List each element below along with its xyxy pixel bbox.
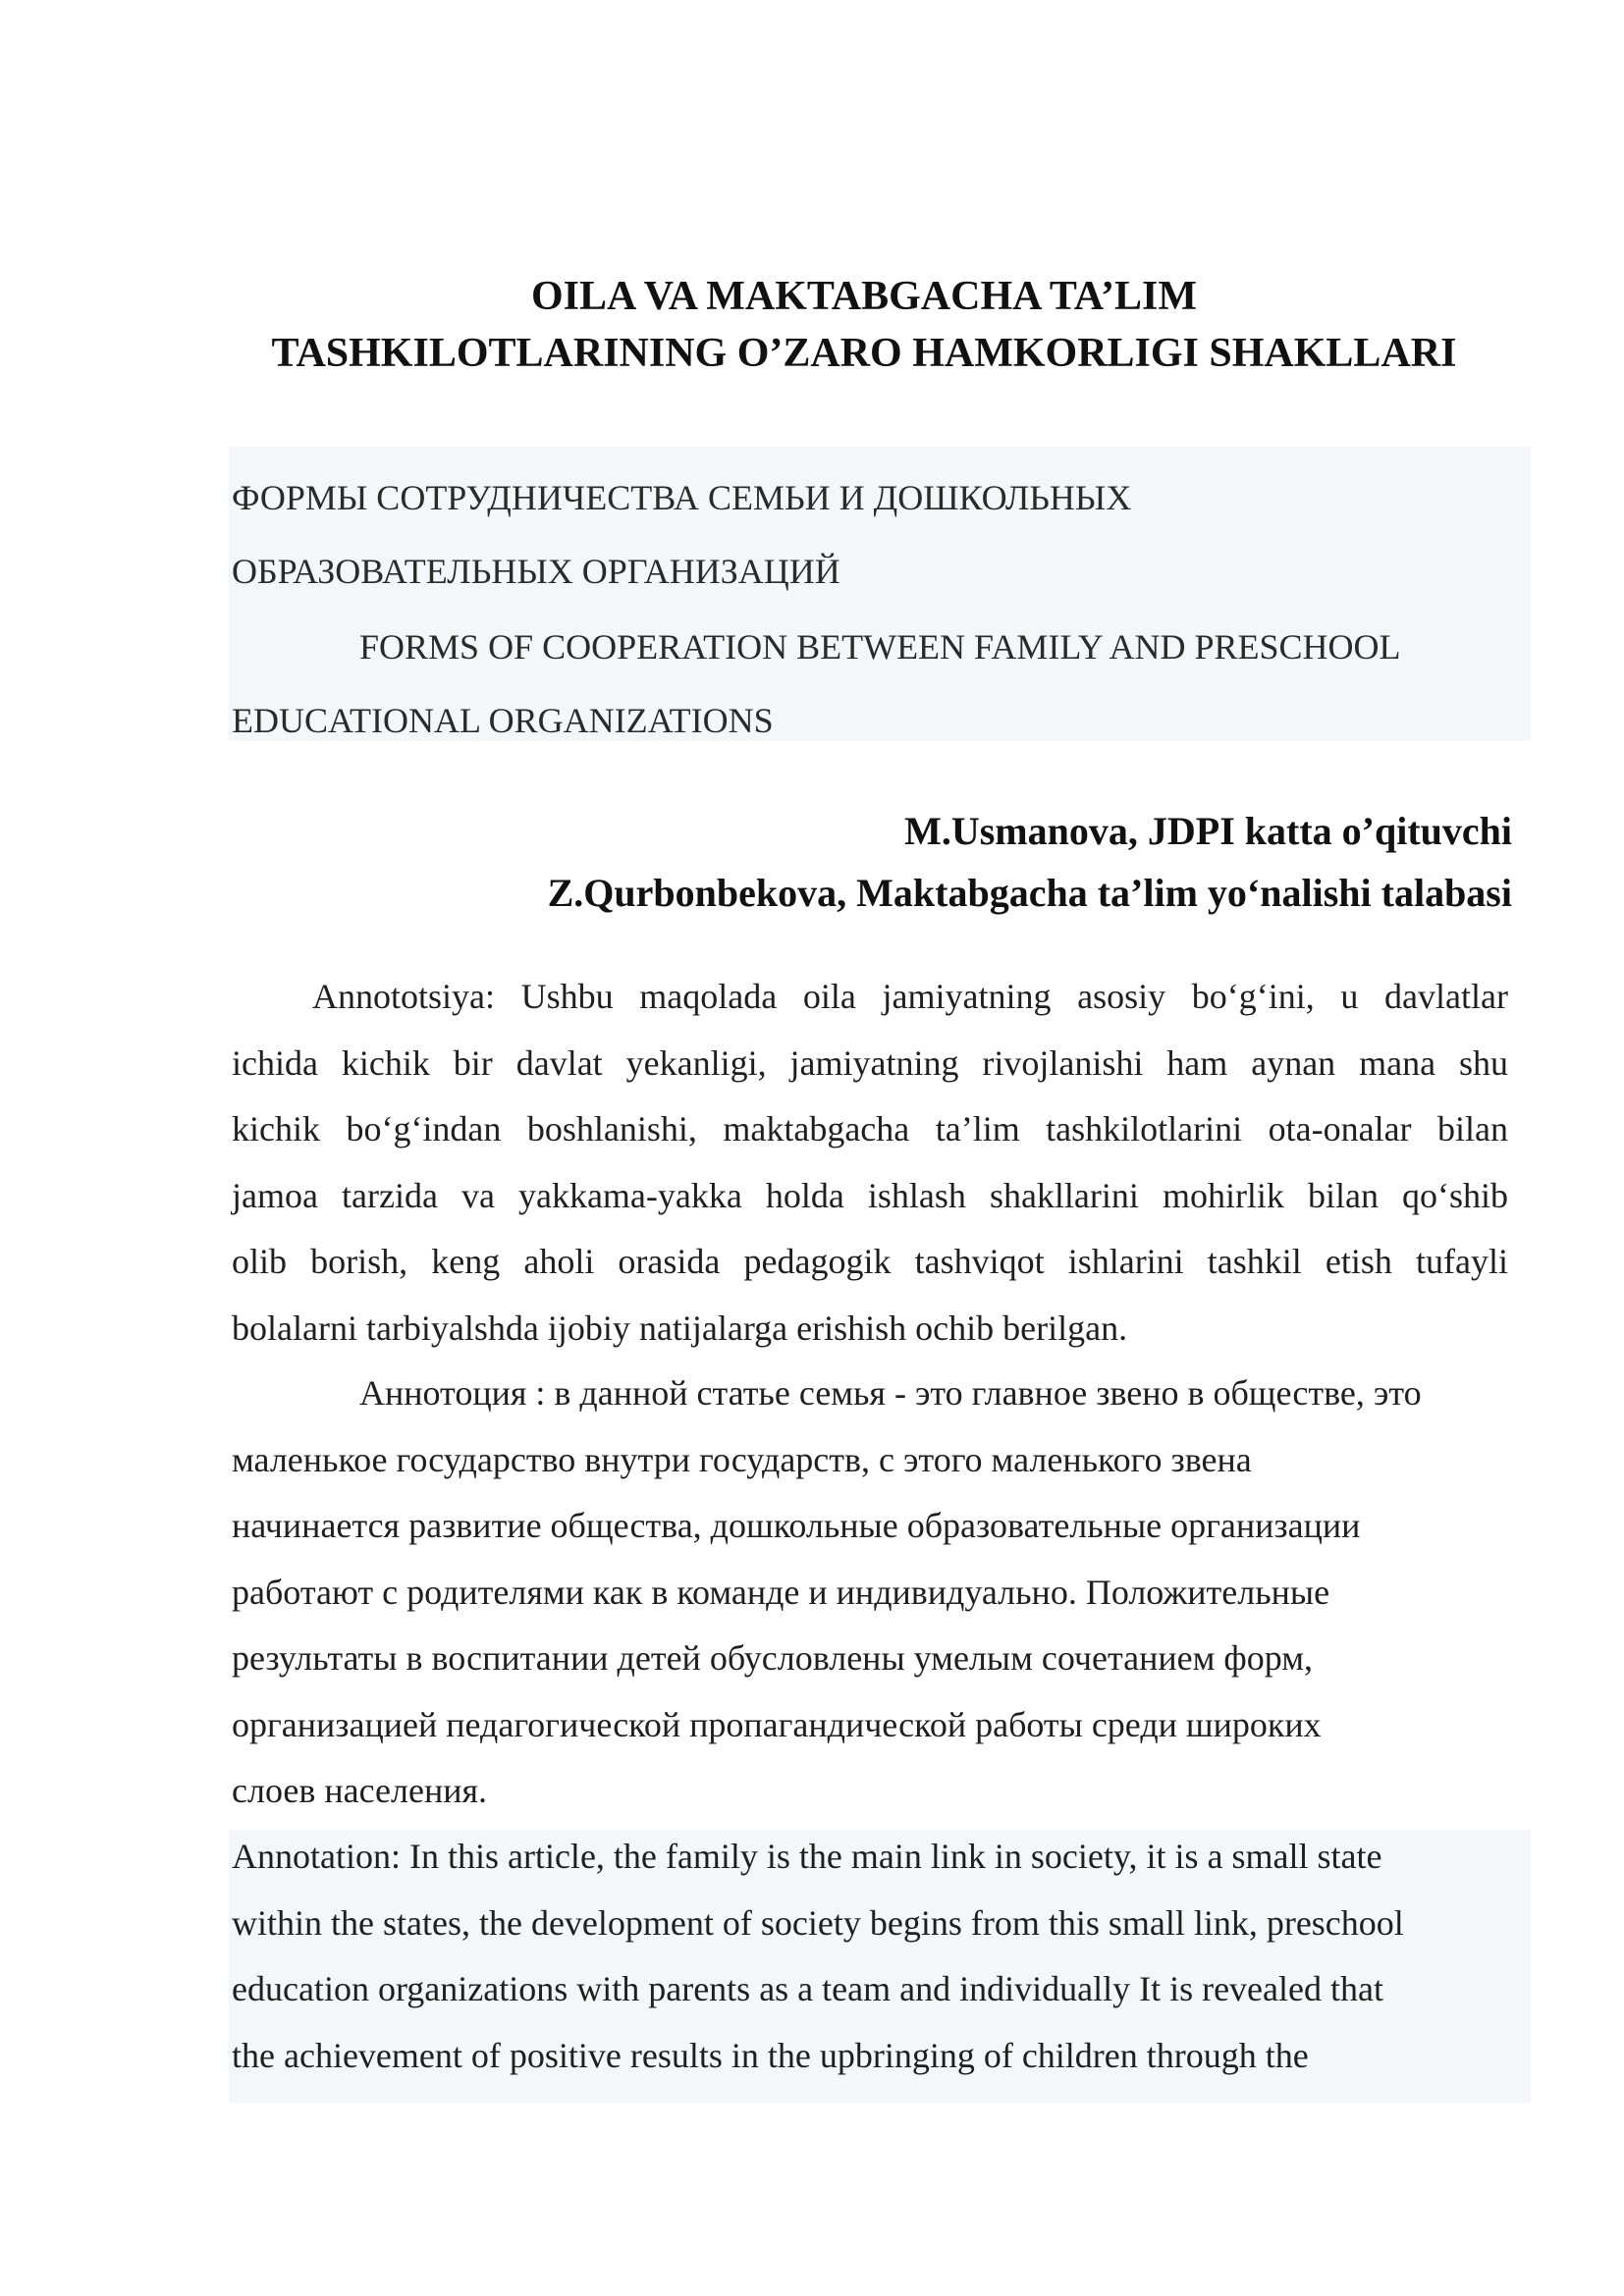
annotation-uz-line: jamoa tarzida va yakkama-yakka holda ishlash shakllarini mohirlik bilan qo‘shib [232,1175,1508,1215]
title-line-1: OILA VA MAKTABGACHA TA’LIM [531,274,1197,319]
title-line-2: TASHKILOTLARINING O’ZARO HAMKORLIGI SHAKLLARI [271,331,1457,376]
subtitle-russian [232,461,1508,609]
annotation-uz-line: olib borish, keng aholi orasida pedagogik tashviqot ishlarini tashkil etish tufayli [232,1242,1508,1281]
annotation-en-line: education organizations with parents as a team and individually It is revealed that [232,1969,1383,2008]
annotation-english [232,1824,1508,2089]
annotation-en-line: within the states, the development of society begins from this small link, preschool [232,1902,1404,1943]
subtitle-en-line-1: FORMS OF COOPERATION BETWEEN FAMILY AND PRESCHOOL [359,627,1401,667]
subtitle-ru-line-1: ФОРМЫ СОТРУДНИЧЕСТВА СЕМЬИ И ДОШКОЛЬНЫХ [232,478,1132,517]
annotation-en-line: Annotation: In this article, the family is the main link in society, it is a small state [232,1837,1382,1876]
annotation-en-line: the achievement of positive results in the upbringing of children through the [232,2035,1309,2075]
subtitle-en-line-2: EDUCATIONAL ORGANIZATIONS [232,701,774,740]
annotation-ru-line: работают с родителями как в команде и индивидуально. Положительные [232,1572,1330,1612]
annotation-russian [232,1361,1508,1825]
annotation-uz-line: bolalarni tarbiyalshda ijobiy natijalarga erishish ochib berilgan. [232,1308,1128,1348]
annotation-uz-line: kichik bo‘g‘indan boshlanishi, maktabgacha ta’lim tashkilotlarini ota-onalar bilan [232,1109,1508,1148]
annotation-uzbek [232,964,1508,1362]
annotation-ru-line: маленькое государство внутри государств, с этого маленького звена [232,1439,1252,1479]
annotation-ru-line: слоев населения. [232,1771,488,1810]
annotation-ru-line: результаты в воспитании детей обусловлены умелым сочетанием форм, [232,1638,1313,1678]
subtitle-english [232,611,1508,758]
author-1: M.Usmanova, JDPI katta o’qituvchi [904,809,1512,853]
subtitle-ru-line-2: ОБРАЗОВАТЕЛЬНЫХ ОРГАНИЗАЦИЙ [232,552,840,591]
author-2: Z.Qurbonbekova, Maktabgacha ta’lim yo‘nalishi talabasi [547,871,1512,915]
annotation-ru-line: Аннотоция : в данной статье семья - это главное звено в обществе, это [359,1373,1422,1413]
annotation-uz-line: ichida kichik bir davlat yekanligi, jamiyatning rivojlanishi ham aynan mana shu [232,1042,1508,1083]
annotation-ru-line: организацией педагогической пропагандической работы среди широких [232,1704,1322,1744]
annotation-ru-line: начинается развитие общества, дошкольные образовательные организации [232,1506,1361,1545]
annotation-uz-line: Annototsiya: Ushbu maqolada oila jamiyatning asosiy bo‘g‘ini, u davlatlar [312,977,1508,1016]
authors-block [548,800,1512,924]
article-title [177,268,1551,382]
